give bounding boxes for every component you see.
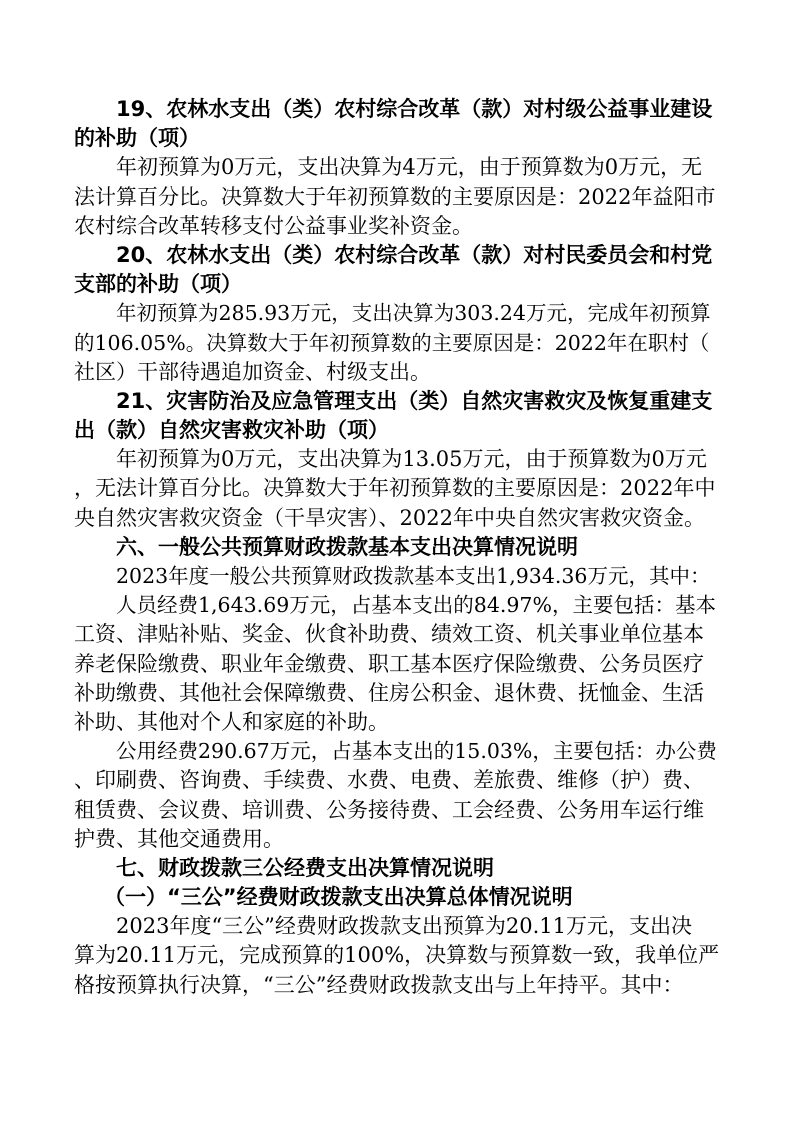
body-line: 社区）干部待遇追加资金、村级支出。 (74, 359, 431, 384)
heading-line: 20、农林水支出（类）农村综合改革（款）对村民委员会和村党 (116, 242, 713, 267)
body-line: 算为20.11万元，完成预算的100%，决算数与预算数一致，我单位严 (74, 943, 720, 968)
body-line: 补助、其他对个人和家庭的补助。 (74, 709, 389, 734)
body-line: 年初预算为285.93万元，支出决算为303.24万元，完成年初预算 (116, 301, 711, 326)
heading-line: 19、农林水支出（类）农村综合改革（款）对村级公益事业建设 (116, 97, 713, 121)
body-line: 、印刷费、咨询费、手续费、水费、电费、差旅费、维修（护）费、 (74, 768, 704, 793)
body-line: 格按预算执行决算，“三公”经费财政拨款支出与上年持平。其中： (74, 972, 684, 997)
subsection-1-title: （一）“三公”经费财政拨款支出决算总体情况说明 (104, 885, 573, 910)
body-line: 租赁费、会议费、培训费、公务接待费、工会经费、公务用车运行维 (74, 797, 704, 822)
personnel-expenses-paragraph (74, 591, 719, 737)
item-21-heading (74, 387, 719, 445)
body-line: 工资、津贴补贴、奖金、伙食补助费、绩效工资、机关事业单位基本 (74, 622, 704, 647)
three-public-expenses-paragraph (74, 912, 719, 1000)
body-line: 年初预算为0万元，支出决算为4万元，由于预算数为0万元，无 (116, 155, 703, 180)
body-line: ，无法计算百分比。决算数大于年初预算数的主要原因是：2022年中 (74, 476, 716, 501)
item-21-body (74, 445, 719, 533)
section-6-summary: 2023年度一般公共预算财政拨款基本支出1,934.36万元，其中： (116, 564, 711, 588)
body-line: 农村综合改革转移支付公益事业奖补资金。 (74, 213, 473, 238)
document-page (74, 95, 719, 1000)
body-line: 法计算百分比。决算数大于年初预算数的主要原因是：2022年益阳市 (74, 184, 716, 209)
item-20-heading (74, 241, 719, 299)
section-6-title: 六、一般公共预算财政拨款基本支出决算情况说明 (116, 534, 578, 559)
body-line: 公用经费290.67万元，占基本支出的15.03%，主要包括：办公费 (116, 739, 717, 764)
body-line: 2023年度“三公”经费财政拨款支出预算为20.11万元，支出决 (116, 914, 693, 939)
section-7-title: 七、财政拨款三公经费支出决算情况说明 (116, 855, 494, 880)
body-line: 央自然灾害救灾资金（干旱灾害）、2022年中央自然灾害救灾资金。 (74, 505, 705, 530)
heading-line: 的补助（项） (74, 126, 200, 151)
heading-line: 支部的补助（项） (74, 272, 242, 297)
item-20-body (74, 299, 719, 387)
public-expenses-paragraph (74, 737, 719, 854)
body-line: 护费、其他交通费用。 (74, 826, 284, 851)
body-line: 年初预算为0万元，支出决算为13.05万元，由于预算数为0万元 (116, 447, 707, 472)
item-19-heading (74, 95, 719, 153)
heading-line: 出（款）自然灾害救灾补助（项） (74, 418, 389, 443)
body-line: 人员经费1,643.69万元，占基本支出的84.97%，主要包括：基本 (116, 593, 716, 618)
item-19-body (74, 153, 719, 241)
heading-line: 21、灾害防治及应急管理支出（类）自然灾害救灾及恢复重建支 (116, 388, 713, 413)
body-line: 养老保险缴费、职业年金缴费、职工基本医疗保险缴费、公务员医疗 (74, 651, 704, 676)
body-line: 补助缴费、其他社会保障缴费、住房公积金、退休费、抚恤金、生活 (74, 680, 704, 705)
body-line: 的106.05%。决算数大于年初预算数的主要原因是：2022年在职村（ (74, 330, 710, 355)
